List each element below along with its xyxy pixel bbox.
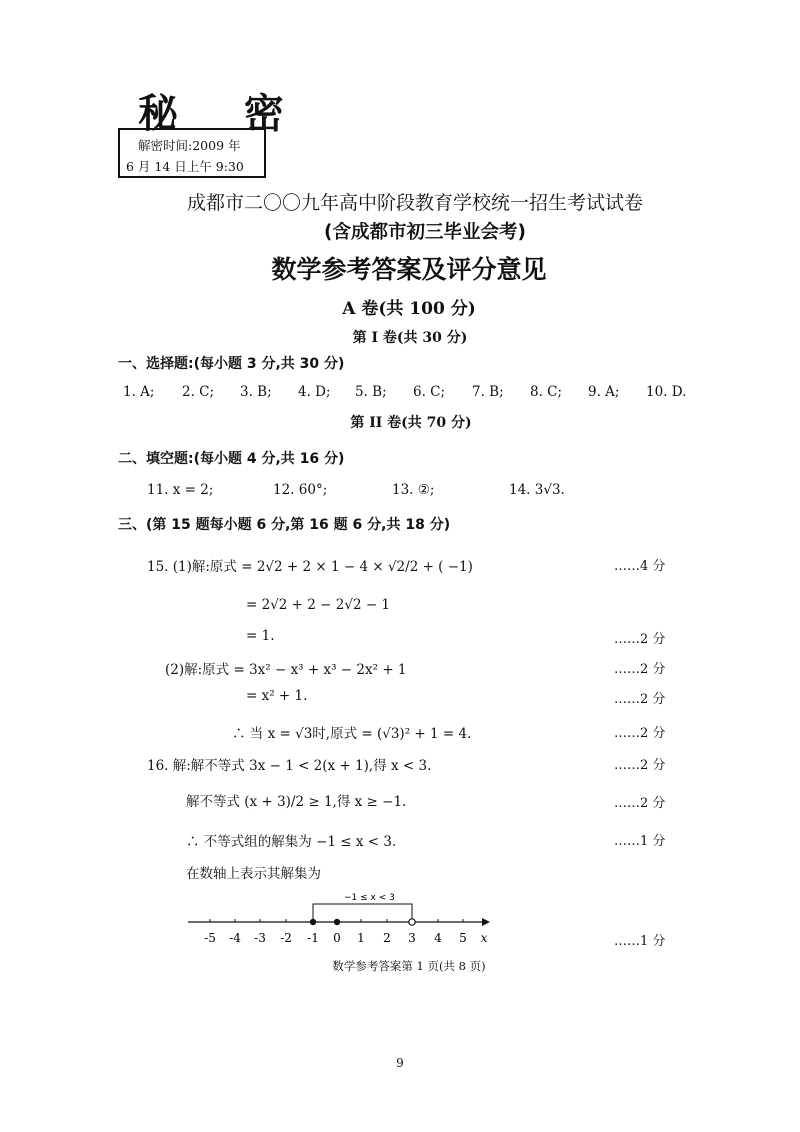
score-mark: ……4 分 <box>614 559 666 574</box>
score-mark: ……2 分 <box>614 796 666 811</box>
axis-label: x <box>480 931 488 945</box>
solution-line: (2)解:原式 = 3x² − x³ + x³ − 2x² + 1 <box>165 662 407 678</box>
fill-answer-11: 11. x = 2; <box>147 482 214 498</box>
tick-label: 1 <box>357 931 365 945</box>
solution-line: = 1. <box>246 628 275 644</box>
mc-answer-6: 6. C; <box>413 384 446 400</box>
score-mark: ……1 分 <box>614 934 666 949</box>
decrypt-time-line2: 6 月 14 日上午 9:30 <box>126 159 244 174</box>
solution-bracket <box>313 904 412 922</box>
score-mark: ……2 分 <box>614 758 666 773</box>
section1-heading: 一、选择题:(每小题 3 分,共 30 分) <box>118 356 345 372</box>
solution-line: = x² + 1. <box>246 688 308 704</box>
solution-line: = 2√2 + 2 − 2√2 − 1 <box>246 597 391 613</box>
fill-answer-13: 13. ②; <box>392 482 435 498</box>
solution-line: ∴ 不等式组的解集为 −1 ≤ x < 3. <box>186 834 397 850</box>
section3-heading: 三、(第 15 题每小题 6 分,第 16 题 6 分,共 18 分) <box>118 517 451 533</box>
solution-line: 在数轴上表示其解集为 <box>186 866 321 882</box>
number-line-diagram <box>180 884 500 950</box>
bracket-label: −1 ≤ x < 3 <box>344 893 395 903</box>
open-point <box>409 919 415 925</box>
mc-answer-7: 7. B; <box>472 384 504 400</box>
tick-label: -4 <box>229 931 241 945</box>
exam-title: 成都市二〇〇九年高中阶段教育学校统一招生考试试卷 <box>186 192 643 214</box>
score-mark: ……2 分 <box>614 632 666 647</box>
solution-line: 16. 解:解不等式 3x − 1 < 2(x + 1),得 x < 3. <box>147 758 432 774</box>
tick-label: 3 <box>408 931 416 945</box>
score-mark: ……2 分 <box>614 692 666 707</box>
origin-point <box>334 919 340 925</box>
score-mark: ……2 分 <box>614 726 666 741</box>
part2-heading: 第 II 卷(共 70 分) <box>350 415 472 431</box>
decrypt-time-box <box>118 128 266 178</box>
decrypt-time-line1: 解密时间:2009 年 <box>138 138 241 153</box>
mc-answer-1: 1. A; <box>123 384 155 400</box>
part1-heading: 第 I 卷(共 30 分) <box>352 330 468 346</box>
tick-label: 2 <box>383 931 391 945</box>
page-footer: 数学参考答案第 1 页(共 8 页) <box>332 959 486 973</box>
tick-label: -3 <box>254 931 266 945</box>
tick-label: 0 <box>333 931 341 945</box>
solution-line: 解不等式 (x + 3)/2 ≥ 1,得 x ≥ −1. <box>186 794 407 810</box>
document-title: 数学参考答案及评分意见 <box>271 255 547 284</box>
page-number: 9 <box>396 1056 404 1070</box>
mc-answer-8: 8. C; <box>530 384 563 400</box>
tick-label: -2 <box>280 931 292 945</box>
solution-line: 15. (1)解:原式 = 2√2 + 2 × 1 − 4 × √2/2 + ( −1) <box>147 559 473 575</box>
exam-subtitle: (含成都市初三毕业会考) <box>324 222 526 243</box>
volume-a-heading: A 卷(共 100 分) <box>342 299 476 319</box>
solution-line: ∴ 当 x = √3时,原式 = (√3)² + 1 = 4. <box>232 726 472 742</box>
secret-label: 秘 密 <box>138 91 310 137</box>
tick-label: -1 <box>307 931 319 945</box>
mc-answer-4: 4. D; <box>298 384 331 400</box>
score-mark: ……1 分 <box>614 834 666 849</box>
mc-answer-3: 3. B; <box>240 384 272 400</box>
fill-answer-12: 12. 60°; <box>273 482 328 498</box>
section2-heading: 二、填空题:(每小题 4 分,共 16 分) <box>118 451 345 467</box>
closed-point <box>310 919 316 925</box>
tick-label: 4 <box>434 931 442 945</box>
axis-arrow <box>482 918 490 926</box>
mc-answer-2: 2. C; <box>182 384 215 400</box>
fill-answer-14: 14. 3√3. <box>509 482 565 498</box>
tick-label: 5 <box>459 931 467 945</box>
mc-answer-9: 9. A; <box>588 384 620 400</box>
mc-answer-10: 10. D. <box>646 384 687 400</box>
score-mark: ……2 分 <box>614 662 666 677</box>
tick-label: -5 <box>204 931 216 945</box>
mc-answer-5: 5. B; <box>355 384 387 400</box>
